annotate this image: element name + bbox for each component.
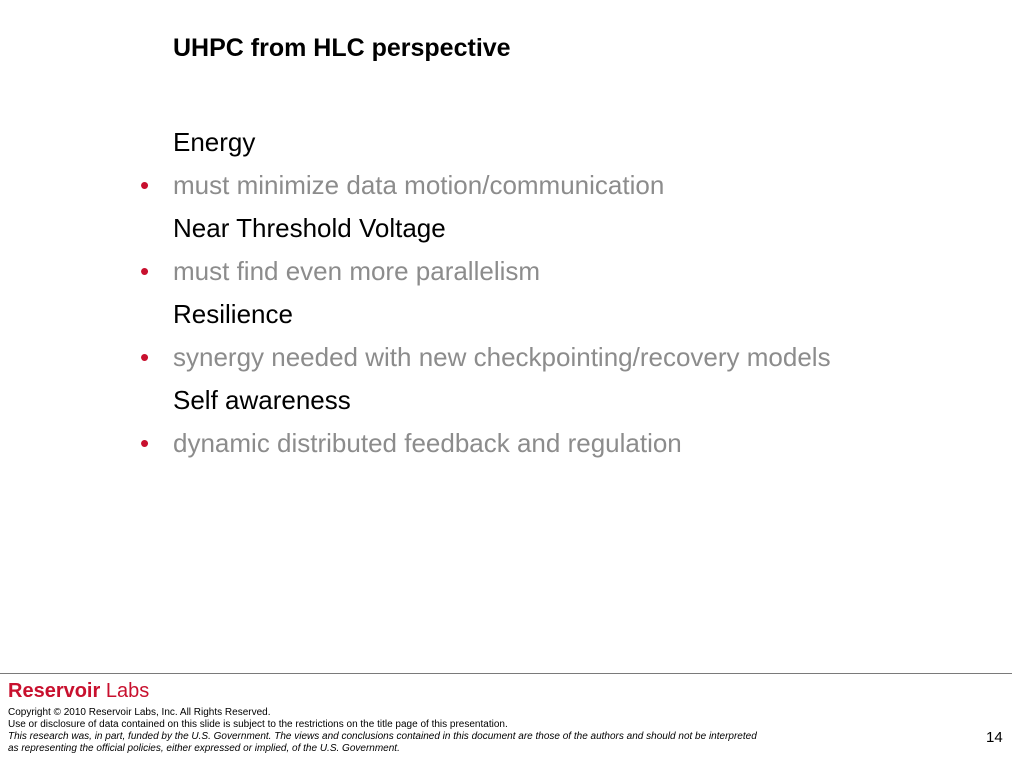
bullet-text: synergy needed with new checkpointing/recovery models xyxy=(173,342,831,372)
bullet-item xyxy=(140,167,873,210)
bullet-text: dynamic distributed feedback and regulation xyxy=(173,428,682,458)
bullet-dot-icon: • xyxy=(140,256,150,286)
bullet-item xyxy=(140,425,873,468)
legal-footer xyxy=(8,707,757,755)
slide-title: UHPC from HLC perspective xyxy=(173,34,511,62)
bullet-item xyxy=(140,253,873,296)
bullet-text: must find even more parallelism xyxy=(173,256,541,286)
page-number: 14 xyxy=(986,729,1003,746)
funding-notice-line-2: as representing the official policies, either expressed or implied, of the U.S. Government. xyxy=(8,743,400,754)
slide-content xyxy=(140,124,873,468)
reservoir-labs-logo xyxy=(8,679,149,703)
bullet-dot-icon: • xyxy=(140,428,150,458)
bullet-dot-icon: • xyxy=(140,342,150,372)
bullet-text: must minimize data motion/communication xyxy=(173,170,665,200)
funding-notice-line-1: This research was, in part, funded by the U.S. Government. The views and conclusions contained in this document are those of the authors and should not be interpreted xyxy=(8,731,757,742)
logo-wordmark-light: Labs xyxy=(100,680,150,702)
section-heading-energy: Energy xyxy=(173,127,256,157)
bullet-dot-icon: • xyxy=(140,170,150,200)
copyright-notice: Copyright © 2010 Reservoir Labs, Inc. All Rights Reserved. xyxy=(8,707,271,718)
bullet-item xyxy=(140,339,873,382)
footer-divider xyxy=(0,673,1012,674)
section-heading-ntv: Near Threshold Voltage xyxy=(173,213,446,243)
logo-wordmark-bold: Reservoir xyxy=(8,680,101,702)
section-heading-resilience: Resilience xyxy=(173,299,293,329)
section-heading-self-awareness: Self awareness xyxy=(173,385,351,415)
restriction-notice: Use or disclosure of data contained on this slide is subject to the restrictions on the title page of this presentation. xyxy=(8,719,508,730)
